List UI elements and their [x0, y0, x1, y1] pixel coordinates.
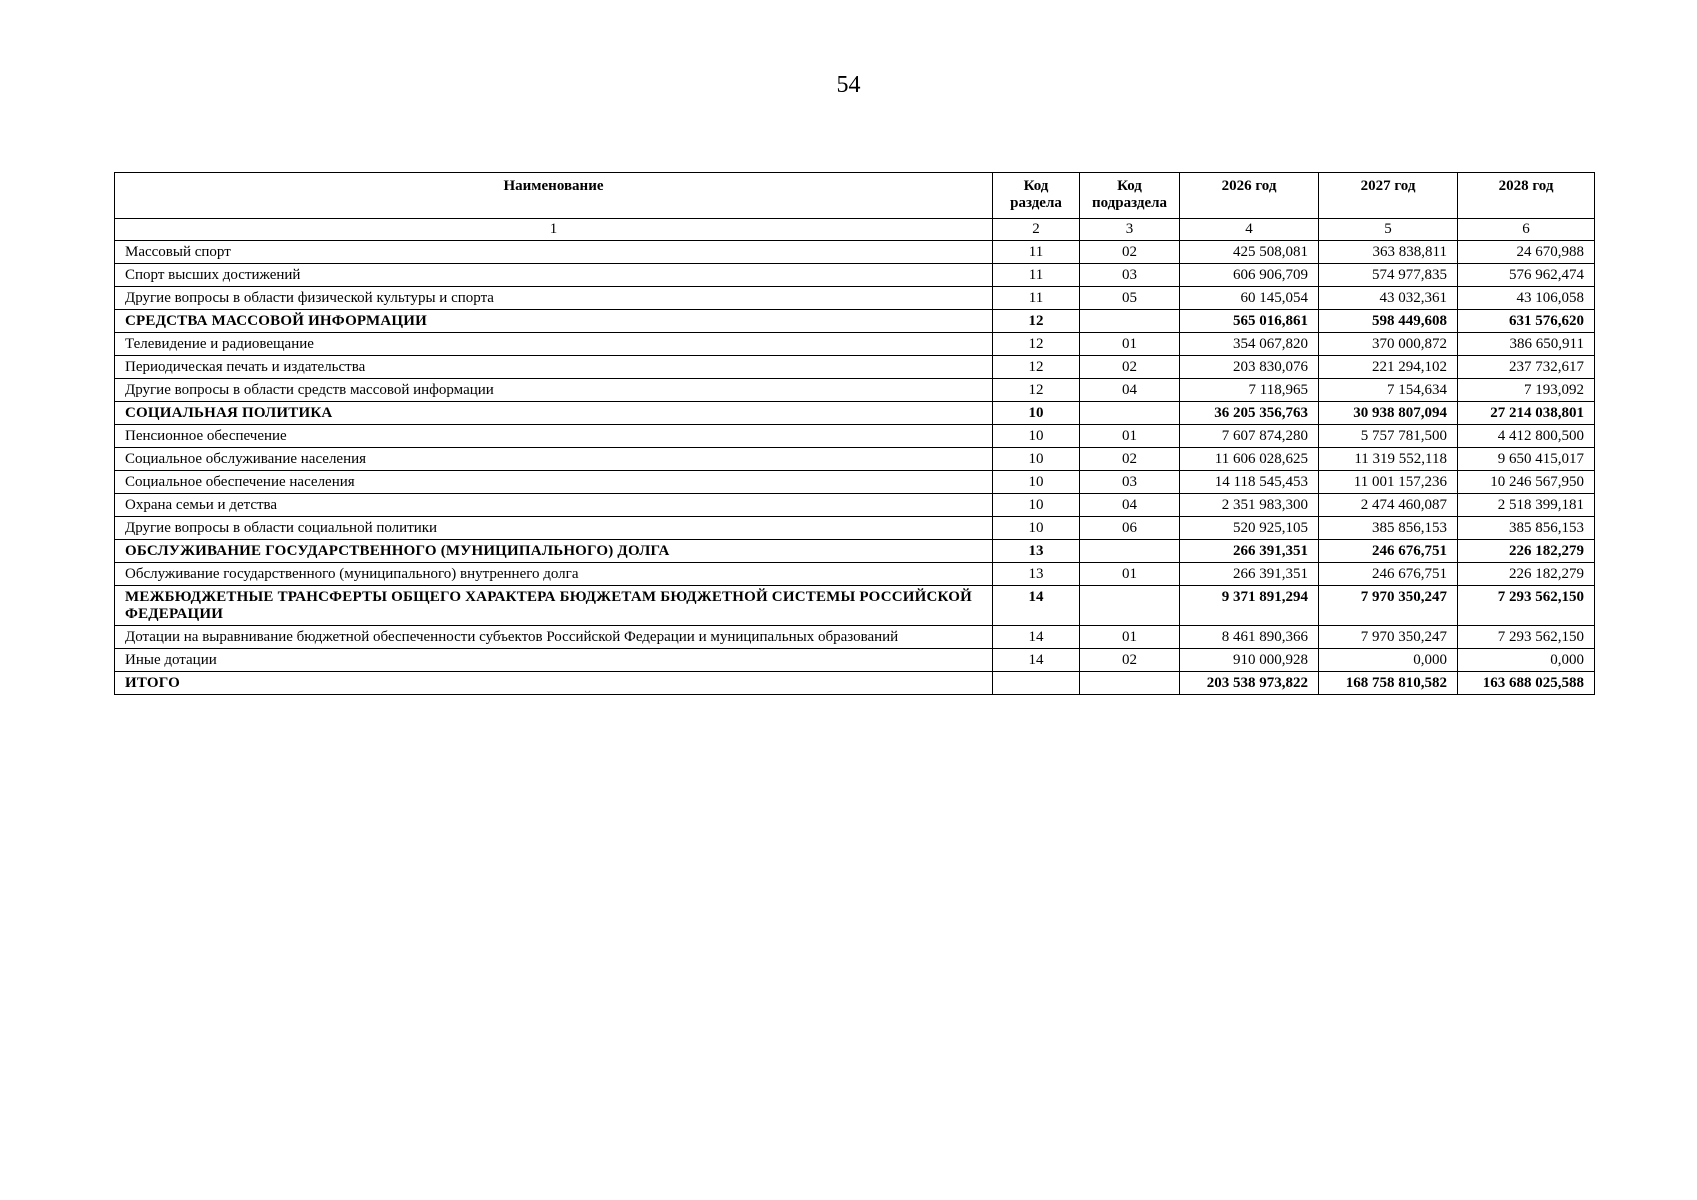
- row-name: СРЕДСТВА МАССОВОЙ ИНФОРМАЦИИ: [115, 310, 993, 333]
- table-row: [115, 649, 1595, 672]
- row-section-code: 11: [993, 264, 1080, 287]
- row-section-code: 10: [993, 402, 1080, 425]
- row-section-code: 11: [993, 287, 1080, 310]
- row-subsection-code: [1080, 672, 1180, 695]
- row-value-2026: 266 391,351: [1180, 563, 1319, 586]
- row-value-2026: 520 925,105: [1180, 517, 1319, 540]
- table-row: [115, 241, 1595, 264]
- row-value-2027: 5 757 781,500: [1319, 425, 1458, 448]
- row-subsection-code: 04: [1080, 379, 1180, 402]
- row-subsection-code: 04: [1080, 494, 1180, 517]
- row-subsection-code: 02: [1080, 241, 1180, 264]
- row-value-2027: 7 970 350,247: [1319, 626, 1458, 649]
- column-number: 4: [1180, 219, 1319, 241]
- row-value-2026: 60 145,054: [1180, 287, 1319, 310]
- row-value-2026: 203 538 973,822: [1180, 672, 1319, 695]
- row-value-2028: 226 182,279: [1458, 540, 1595, 563]
- row-section-code: 10: [993, 448, 1080, 471]
- row-value-2028: 7 293 562,150: [1458, 626, 1595, 649]
- row-subsection-code: 01: [1080, 333, 1180, 356]
- row-name: Другие вопросы в области социальной политики: [115, 517, 993, 540]
- row-value-2028: 385 856,153: [1458, 517, 1595, 540]
- header-section-code: Код раздела: [993, 173, 1080, 219]
- row-name: МЕЖБЮДЖЕТНЫЕ ТРАНСФЕРТЫ ОБЩЕГО ХАРАКТЕРА БЮДЖЕТАМ БЮДЖЕТНОЙ СИСТЕМЫ РОССИЙСКОЙ ФЕДЕРАЦИИ: [115, 586, 993, 626]
- row-name: Иные дотации: [115, 649, 993, 672]
- row-name: Телевидение и радиовещание: [115, 333, 993, 356]
- column-number: 3: [1080, 219, 1180, 241]
- row-value-2027: 246 676,751: [1319, 563, 1458, 586]
- row-value-2028: 0,000: [1458, 649, 1595, 672]
- row-subsection-code: 05: [1080, 287, 1180, 310]
- row-value-2026: 354 067,820: [1180, 333, 1319, 356]
- table-row: [115, 379, 1595, 402]
- row-section-code: 10: [993, 471, 1080, 494]
- row-value-2027: 2 474 460,087: [1319, 494, 1458, 517]
- row-value-2027: 7 970 350,247: [1319, 586, 1458, 626]
- row-name: Спорт высших достижений: [115, 264, 993, 287]
- table-row: [115, 471, 1595, 494]
- column-number: 5: [1319, 219, 1458, 241]
- row-section-code: 14: [993, 649, 1080, 672]
- row-value-2028: 9 650 415,017: [1458, 448, 1595, 471]
- row-value-2026: 910 000,928: [1180, 649, 1319, 672]
- row-name: ОБСЛУЖИВАНИЕ ГОСУДАРСТВЕННОГО (МУНИЦИПАЛЬНОГО) ДОЛГА: [115, 540, 993, 563]
- row-section-code: 14: [993, 586, 1080, 626]
- header-name: Наименование: [115, 173, 993, 219]
- header-subsection-code: Код подраздела: [1080, 173, 1180, 219]
- row-value-2028: 10 246 567,950: [1458, 471, 1595, 494]
- row-value-2026: 2 351 983,300: [1180, 494, 1319, 517]
- row-name: Обслуживание государственного (муниципального) внутреннего долга: [115, 563, 993, 586]
- table-row: [115, 494, 1595, 517]
- row-name: Пенсионное обеспечение: [115, 425, 993, 448]
- row-subsection-code: 01: [1080, 425, 1180, 448]
- row-value-2026: 565 016,861: [1180, 310, 1319, 333]
- row-subsection-code: 06: [1080, 517, 1180, 540]
- row-value-2026: 7 118,965: [1180, 379, 1319, 402]
- row-value-2028: 7 293 562,150: [1458, 586, 1595, 626]
- row-subsection-code: 03: [1080, 471, 1180, 494]
- row-value-2027: 7 154,634: [1319, 379, 1458, 402]
- table-row: [115, 356, 1595, 379]
- row-section-code: 14: [993, 626, 1080, 649]
- table-header-row: [115, 173, 1595, 219]
- row-value-2028: 163 688 025,588: [1458, 672, 1595, 695]
- row-value-2026: 8 461 890,366: [1180, 626, 1319, 649]
- row-section-code: 11: [993, 241, 1080, 264]
- page-number: 54: [836, 72, 861, 98]
- row-value-2027: 598 449,608: [1319, 310, 1458, 333]
- row-value-2027: 363 838,811: [1319, 241, 1458, 264]
- row-value-2026: 425 508,081: [1180, 241, 1319, 264]
- row-value-2027: 30 938 807,094: [1319, 402, 1458, 425]
- row-name: Дотации на выравнивание бюджетной обеспеченности субъектов Российской Федерации и муниципальных образований: [115, 626, 993, 649]
- row-section-code: 12: [993, 356, 1080, 379]
- row-section-code: 10: [993, 494, 1080, 517]
- row-section-code: 13: [993, 540, 1080, 563]
- table-row-section: [115, 310, 1595, 333]
- row-name: Социальное обслуживание населения: [115, 448, 993, 471]
- row-section-code: 12: [993, 310, 1080, 333]
- header-2026: 2026 год: [1180, 173, 1319, 219]
- row-section-code: 12: [993, 379, 1080, 402]
- row-section-code: 10: [993, 517, 1080, 540]
- table-row: [115, 517, 1595, 540]
- row-value-2026: 14 118 545,453: [1180, 471, 1319, 494]
- row-name: Периодическая печать и издательства: [115, 356, 993, 379]
- row-value-2028: 7 193,092: [1458, 379, 1595, 402]
- budget-table: [114, 172, 1595, 695]
- row-value-2028: 43 106,058: [1458, 287, 1595, 310]
- column-number: 6: [1458, 219, 1595, 241]
- row-value-2027: 0,000: [1319, 649, 1458, 672]
- row-section-code: [993, 672, 1080, 695]
- row-subsection-code: [1080, 540, 1180, 563]
- row-subsection-code: [1080, 310, 1180, 333]
- row-value-2028: 2 518 399,181: [1458, 494, 1595, 517]
- row-value-2027: 221 294,102: [1319, 356, 1458, 379]
- row-value-2028: 226 182,279: [1458, 563, 1595, 586]
- row-value-2026: 9 371 891,294: [1180, 586, 1319, 626]
- table-row: [115, 287, 1595, 310]
- column-numbers-row: [115, 219, 1595, 241]
- row-value-2027: 11 319 552,118: [1319, 448, 1458, 471]
- table-row-section: [115, 540, 1595, 563]
- table-row: [115, 563, 1595, 586]
- row-value-2027: 385 856,153: [1319, 517, 1458, 540]
- row-value-2027: 370 000,872: [1319, 333, 1458, 356]
- row-value-2028: 386 650,911: [1458, 333, 1595, 356]
- row-value-2027: 246 676,751: [1319, 540, 1458, 563]
- row-value-2026: 7 607 874,280: [1180, 425, 1319, 448]
- row-value-2026: 11 606 028,625: [1180, 448, 1319, 471]
- row-value-2028: 631 576,620: [1458, 310, 1595, 333]
- row-subsection-code: 02: [1080, 649, 1180, 672]
- row-name: Социальное обеспечение населения: [115, 471, 993, 494]
- row-subsection-code: 03: [1080, 264, 1180, 287]
- row-subsection-code: [1080, 586, 1180, 626]
- row-value-2026: 36 205 356,763: [1180, 402, 1319, 425]
- row-subsection-code: 01: [1080, 626, 1180, 649]
- row-name: СОЦИАЛЬНАЯ ПОЛИТИКА: [115, 402, 993, 425]
- row-value-2027: 574 977,835: [1319, 264, 1458, 287]
- row-value-2028: 4 412 800,500: [1458, 425, 1595, 448]
- row-section-code: 13: [993, 563, 1080, 586]
- row-name: ИТОГО: [115, 672, 993, 695]
- row-name: Другие вопросы в области средств массовой информации: [115, 379, 993, 402]
- row-name: Массовый спорт: [115, 241, 993, 264]
- table-row: [115, 333, 1595, 356]
- row-value-2028: 576 962,474: [1458, 264, 1595, 287]
- table-row-section: [115, 402, 1595, 425]
- row-value-2028: 27 214 038,801: [1458, 402, 1595, 425]
- row-subsection-code: 02: [1080, 356, 1180, 379]
- row-value-2026: 266 391,351: [1180, 540, 1319, 563]
- header-2027: 2027 год: [1319, 173, 1458, 219]
- row-value-2028: 237 732,617: [1458, 356, 1595, 379]
- table-row: [115, 425, 1595, 448]
- row-value-2027: 43 032,361: [1319, 287, 1458, 310]
- table-body: [115, 241, 1595, 695]
- row-subsection-code: [1080, 402, 1180, 425]
- row-section-code: 12: [993, 333, 1080, 356]
- row-value-2027: 168 758 810,582: [1319, 672, 1458, 695]
- row-value-2026: 606 906,709: [1180, 264, 1319, 287]
- table-row: [115, 626, 1595, 649]
- row-subsection-code: 02: [1080, 448, 1180, 471]
- column-number: 2: [993, 219, 1080, 241]
- row-name: Охрана семьи и детства: [115, 494, 993, 517]
- row-value-2027: 11 001 157,236: [1319, 471, 1458, 494]
- row-value-2028: 24 670,988: [1458, 241, 1595, 264]
- row-name: Другие вопросы в области физической культуры и спорта: [115, 287, 993, 310]
- row-section-code: 10: [993, 425, 1080, 448]
- table-row: [115, 448, 1595, 471]
- row-value-2026: 203 830,076: [1180, 356, 1319, 379]
- row-subsection-code: 01: [1080, 563, 1180, 586]
- column-number: 1: [115, 219, 993, 241]
- table-row: [115, 264, 1595, 287]
- header-2028: 2028 год: [1458, 173, 1595, 219]
- table-row-section: [115, 672, 1595, 695]
- table-row-section: [115, 586, 1595, 626]
